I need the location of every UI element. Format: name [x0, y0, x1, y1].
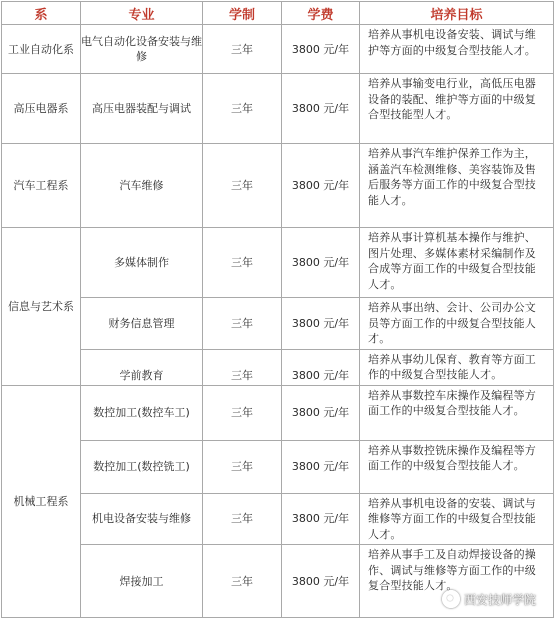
goal-cell: 培养从事机电设备的安装、调试与维修等方面工作的中级复合型技能人才。 — [360, 493, 554, 545]
watermark — [442, 590, 536, 608]
fee-cell: 3800 元/年 — [282, 385, 360, 440]
table-row — [2, 144, 554, 228]
department-cell: 汽车工程系 — [2, 144, 81, 228]
header-row — [2, 2, 554, 25]
goal-cell: 培养从事出纳、会计、公司办公文员等方面工作的中级复合型技能人才。 — [360, 298, 554, 350]
table-row — [2, 349, 554, 385]
table-row — [2, 493, 554, 545]
major-cell: 汽车维修 — [81, 144, 203, 228]
department-cell: 信息与艺术系 — [2, 228, 81, 386]
duration-cell: 三年 — [203, 349, 282, 385]
major-cell: 多媒体制作 — [81, 228, 203, 298]
goal-cell: 培养从事数控车床操作及编程等方面工作的中级复合型技能人才。 — [360, 385, 554, 440]
major-cell: 财务信息管理 — [81, 298, 203, 350]
department-cell: 高压电器系 — [2, 74, 81, 144]
duration-cell: 三年 — [203, 25, 282, 74]
fee-cell: 3800 元/年 — [282, 228, 360, 298]
major-cell: 数控加工(数控车工) — [81, 385, 203, 440]
duration-cell: 三年 — [203, 385, 282, 440]
major-cell: 高压电器装配与调试 — [81, 74, 203, 144]
table-row — [2, 440, 554, 493]
fee-cell: 3800 元/年 — [282, 25, 360, 74]
major-cell: 数控加工(数控铣工) — [81, 440, 203, 493]
fee-cell: 3800 元/年 — [282, 440, 360, 493]
department-cell: 机械工程系 — [2, 385, 81, 618]
duration-cell: 三年 — [203, 298, 282, 350]
duration-cell: 三年 — [203, 228, 282, 298]
goal-cell: 培养从事手工及自动焊接设备的操作、调试与维修等方面工作的中级复合型技能人才。 — [360, 545, 554, 618]
fee-cell: 3800 元/年 — [282, 298, 360, 350]
watermark-text: 西安技师学院 — [463, 592, 536, 607]
table-row — [2, 74, 554, 144]
header-major: 专业 — [81, 2, 203, 25]
goal-cell: 培养从事幼儿保育、教育等方面工作的中级复合型技能人才。 — [360, 349, 554, 385]
major-cell: 电气自动化设备安装与维修 — [81, 25, 203, 74]
fee-cell: 3800 元/年 — [282, 493, 360, 545]
goal-cell: 培养从事机电设备安装、调试与维护等方面的中级复合型技能人才。 — [360, 25, 554, 74]
wechat-logo-icon — [442, 590, 460, 608]
goal-cell: 培养从事输变电行业，高低压电器设备的装配、维护等方面的中级复合型技能型人才。 — [360, 74, 554, 144]
table-row — [2, 25, 554, 74]
fee-cell: 3800 元/年 — [282, 545, 360, 618]
header-department: 系 — [2, 2, 81, 25]
goal-cell: 培养从事汽车维护保养工作为主，涵盖汽车检测维修、美容装饰及售后服务等方面工作的中级复合型技能人才。 — [360, 144, 554, 228]
header-duration: 学制 — [203, 2, 282, 25]
fee-cell: 3800 元/年 — [282, 349, 360, 385]
major-cell: 焊接加工 — [81, 545, 203, 618]
duration-cell: 三年 — [203, 545, 282, 618]
table-row — [2, 298, 554, 350]
duration-cell: 三年 — [203, 74, 282, 144]
duration-cell: 三年 — [203, 440, 282, 493]
table-row — [2, 385, 554, 440]
fee-cell: 3800 元/年 — [282, 144, 360, 228]
goal-cell: 培养从事计算机基本操作与维护、图片处理、多媒体素材采编制作及合成等方面工作的中级复合型技能人才。 — [360, 228, 554, 298]
duration-cell: 三年 — [203, 493, 282, 545]
fee-cell: 3800 元/年 — [282, 74, 360, 144]
header-fee: 学费 — [282, 2, 360, 25]
department-cell: 工业自动化系 — [2, 25, 81, 74]
programs-table — [1, 1, 554, 618]
major-cell: 学前教育 — [81, 349, 203, 385]
header-goal: 培养目标 — [360, 2, 554, 25]
major-cell: 机电设备安装与维修 — [81, 493, 203, 545]
table-row — [2, 228, 554, 298]
goal-cell: 培养从事数控铣床操作及编程等方面工作的中级复合型技能人才。 — [360, 440, 554, 493]
duration-cell: 三年 — [203, 144, 282, 228]
